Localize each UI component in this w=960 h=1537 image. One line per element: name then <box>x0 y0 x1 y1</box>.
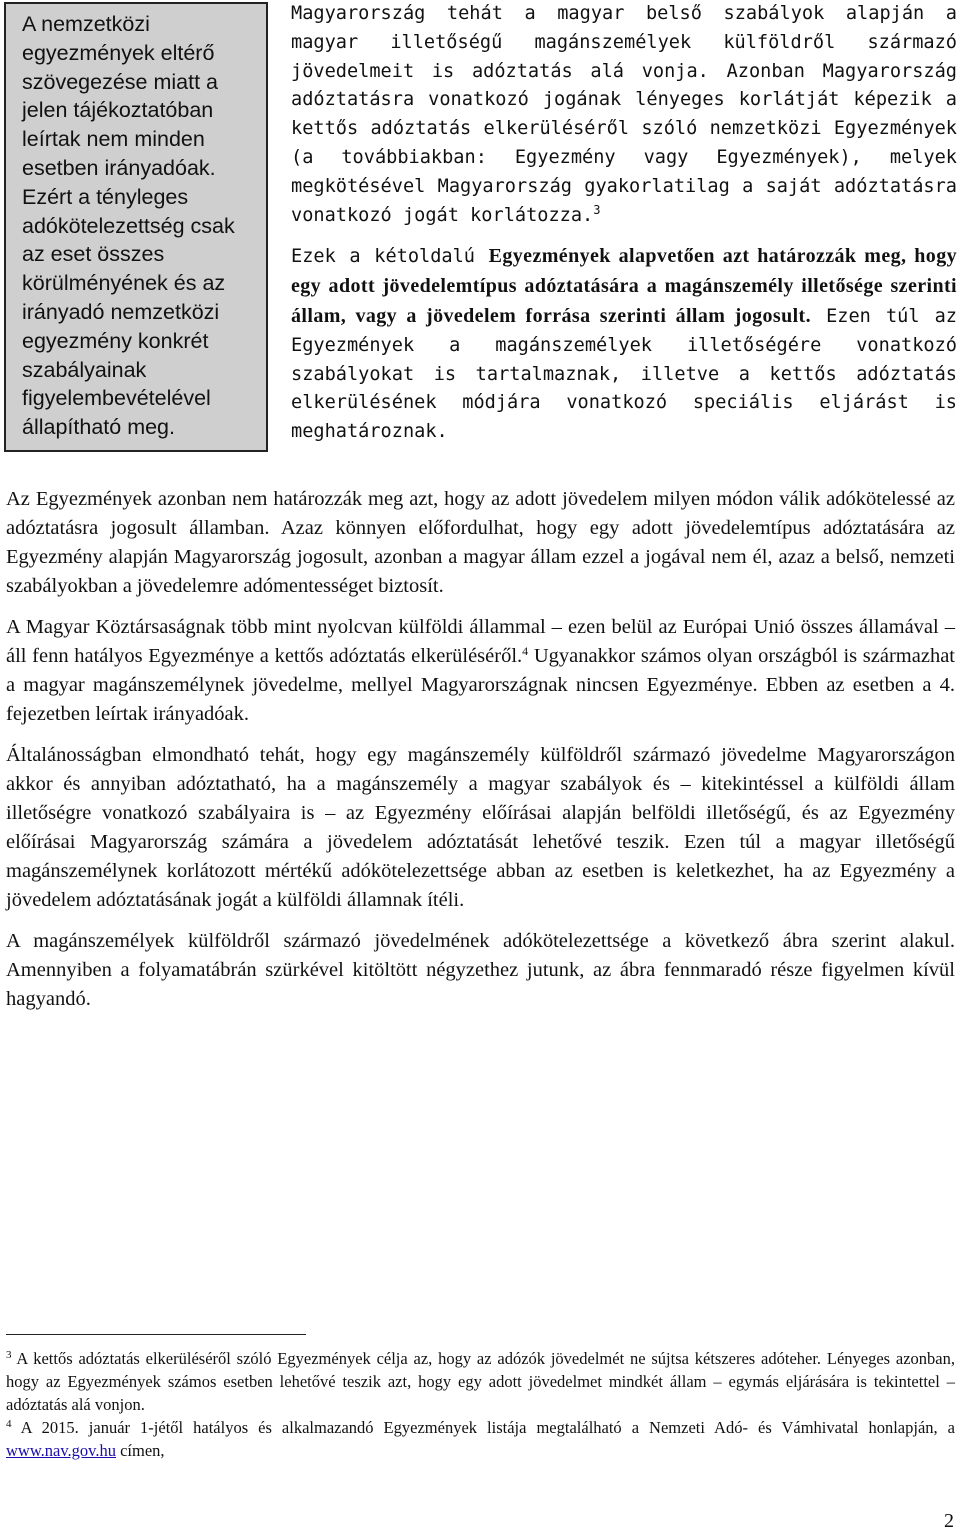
intro-paragraph-2-rest: Ezen túl az Egyezmények a magánszemélyek illetőségére vonatkozó szabályokat is tartalmaznak, illetve a kettős adóztatás elkerülésének módjára vonatkozó speciális eljárást is meghatároznak. <box>291 305 957 443</box>
main-body <box>6 485 955 1026</box>
intro-paragraph-2-emphasis: Egyezmények alapvetően azt határozzák meg, hogy egy adott jövedelemtípus adóztatására a magánszemély illetősége szerinti állam, vagy a jövedelem forrása szerinti állam jogosult. <box>291 245 957 327</box>
footnote-4-text: A 2015. január 1-jétől hatályos és alkalmazandó Egyezmények listája megtalálható a Nemzeti Adó- és Vámhivatal honlapján, a <box>11 1418 955 1437</box>
intro-paragraph-2-lead: Ezek a kétoldalú <box>291 246 489 268</box>
body-paragraph-4: A magánszemélyek külföldről származó jövedelmének adókötelezettsége a következő ábra szerint alakul. Amennyiben a folyamatábrán szürkével kitöltött négyzethez jutunk, az ábra fennmaradó része figyelmen kívül hagyandó. <box>6 930 955 1010</box>
body-paragraph-2-part-a: A Magyar Köztársaságnak több mint nyolcvan külföldi állammal – ezen belül az Európai Unió összes államával – áll fenn hatályos Egyezménye a kettős adóztatás elkerüléséről. <box>6 616 955 667</box>
intro-paragraph-1 <box>291 0 957 230</box>
body-paragraph-2-part-b: Ugyanakkor számos olyan országból is származhat a magyar magánszemélynek jövedelme, mellyel Magyarországnak nincsen Egyezménye. Ebben az esetben a 4. fejezetben leírtak irányadóak. <box>6 645 955 725</box>
footnote-3-number: 3 <box>6 1349 12 1361</box>
intro-paragraph-2 <box>291 242 957 447</box>
body-paragraph-3: Általánosságban elmondható tehát, hogy egy magánszemély külföldről származó jövedelme Magyarországon akkor és annyiban adóztatható, ha a magánszemély a magyar szabályok és – kitekintéssel a külföldi állam illetőségre vonatkozó szabályaira is – az Egyezmény előírásai alapján belföldi illetőségű, és az Egyezmény előírásai Magyarország számára a jövedelem adóztatását lehetővé teszik. Ezen túl a magyar illetőségű magánszemélynek korlátozott mértékű adókötelezettsége abban az esetben is keletkezhet, ha az Egyezmény a jövedelem adóztatásának jogát a külföldi államnak ítéli. <box>6 744 955 911</box>
body-paragraph-2 <box>6 613 955 729</box>
footnote-4 <box>6 1416 955 1462</box>
nav-website-link[interactable]: www.nav.gov.hu <box>6 1441 116 1460</box>
footnote-4-tail: címen, <box>115 1441 165 1460</box>
footnote-3 <box>6 1347 955 1416</box>
footnote-separator <box>6 1334 306 1335</box>
page-number: 2 <box>944 1510 954 1532</box>
footnote-4-number: 4 <box>6 1418 12 1430</box>
intro-paragraph-1-text: Magyarország tehát a magyar belső szabályok alapján a magyar illetőségű magánszemélyek külföldről származó jövedelmeit is adóztatás alá vonja. Azonban Magyarország adóztatásra vonatkozó jogának lényeges korlátját képezik a kettős adóztatás elkerüléséről szóló nemzetközi Egyezmények (a továbbiakban: Egyezmény vagy Egyezmények), melyek megkötésével Magyarország gyakorlatilag a saját adóztatásra vonatkozó jogát korlátozza. <box>291 3 957 226</box>
footnote-ref-3[interactable]: 3 <box>593 202 601 217</box>
footnote-3-text: A kettős adóztatás elkerüléséről szóló Egyezmények célja az, hogy az adózók jövedelmét ne sújtsa kétszeres adóteher. Lényeges azonban, hogy az Egyezmények számos esetben lehetővé teszik azt, hogy egy adott jövedelmet mindkét állam – egymás eljárására is tekintettel – adóztatás alá vonjon. <box>6 1349 955 1414</box>
footnotes <box>6 1347 955 1462</box>
notice-text: A nemzetközi egyezmények eltérő szövegezése miatt a jelen tájékoztatóban leírtak nem minden esetben irányadóak. Ezért a tényleges adókötelezettség csak az eset összes körülményének és az irányadó nemzetközi egyezmény konkrét szabályainak figyelembevételével állapítható meg. <box>22 12 235 440</box>
notice-box <box>4 2 268 452</box>
footnote-ref-4[interactable]: 4 <box>522 644 529 658</box>
body-paragraph-1: Az Egyezmények azonban nem határozzák meg azt, hogy az adott jövedelem milyen módon válik adókötelessé az adóztatásra jogosult államban. Azaz könnyen előfordulhat, hogy egy adott jövedelemtípus adóztatására az Egyezmény alapján Magyarország jogosult, azonban a magyar állam ezzel a jogával nem él, azaz a belső, nemzeti szabályokban a jövedelemre adómentességet biztosít. <box>6 488 955 597</box>
intro-column <box>291 0 957 447</box>
